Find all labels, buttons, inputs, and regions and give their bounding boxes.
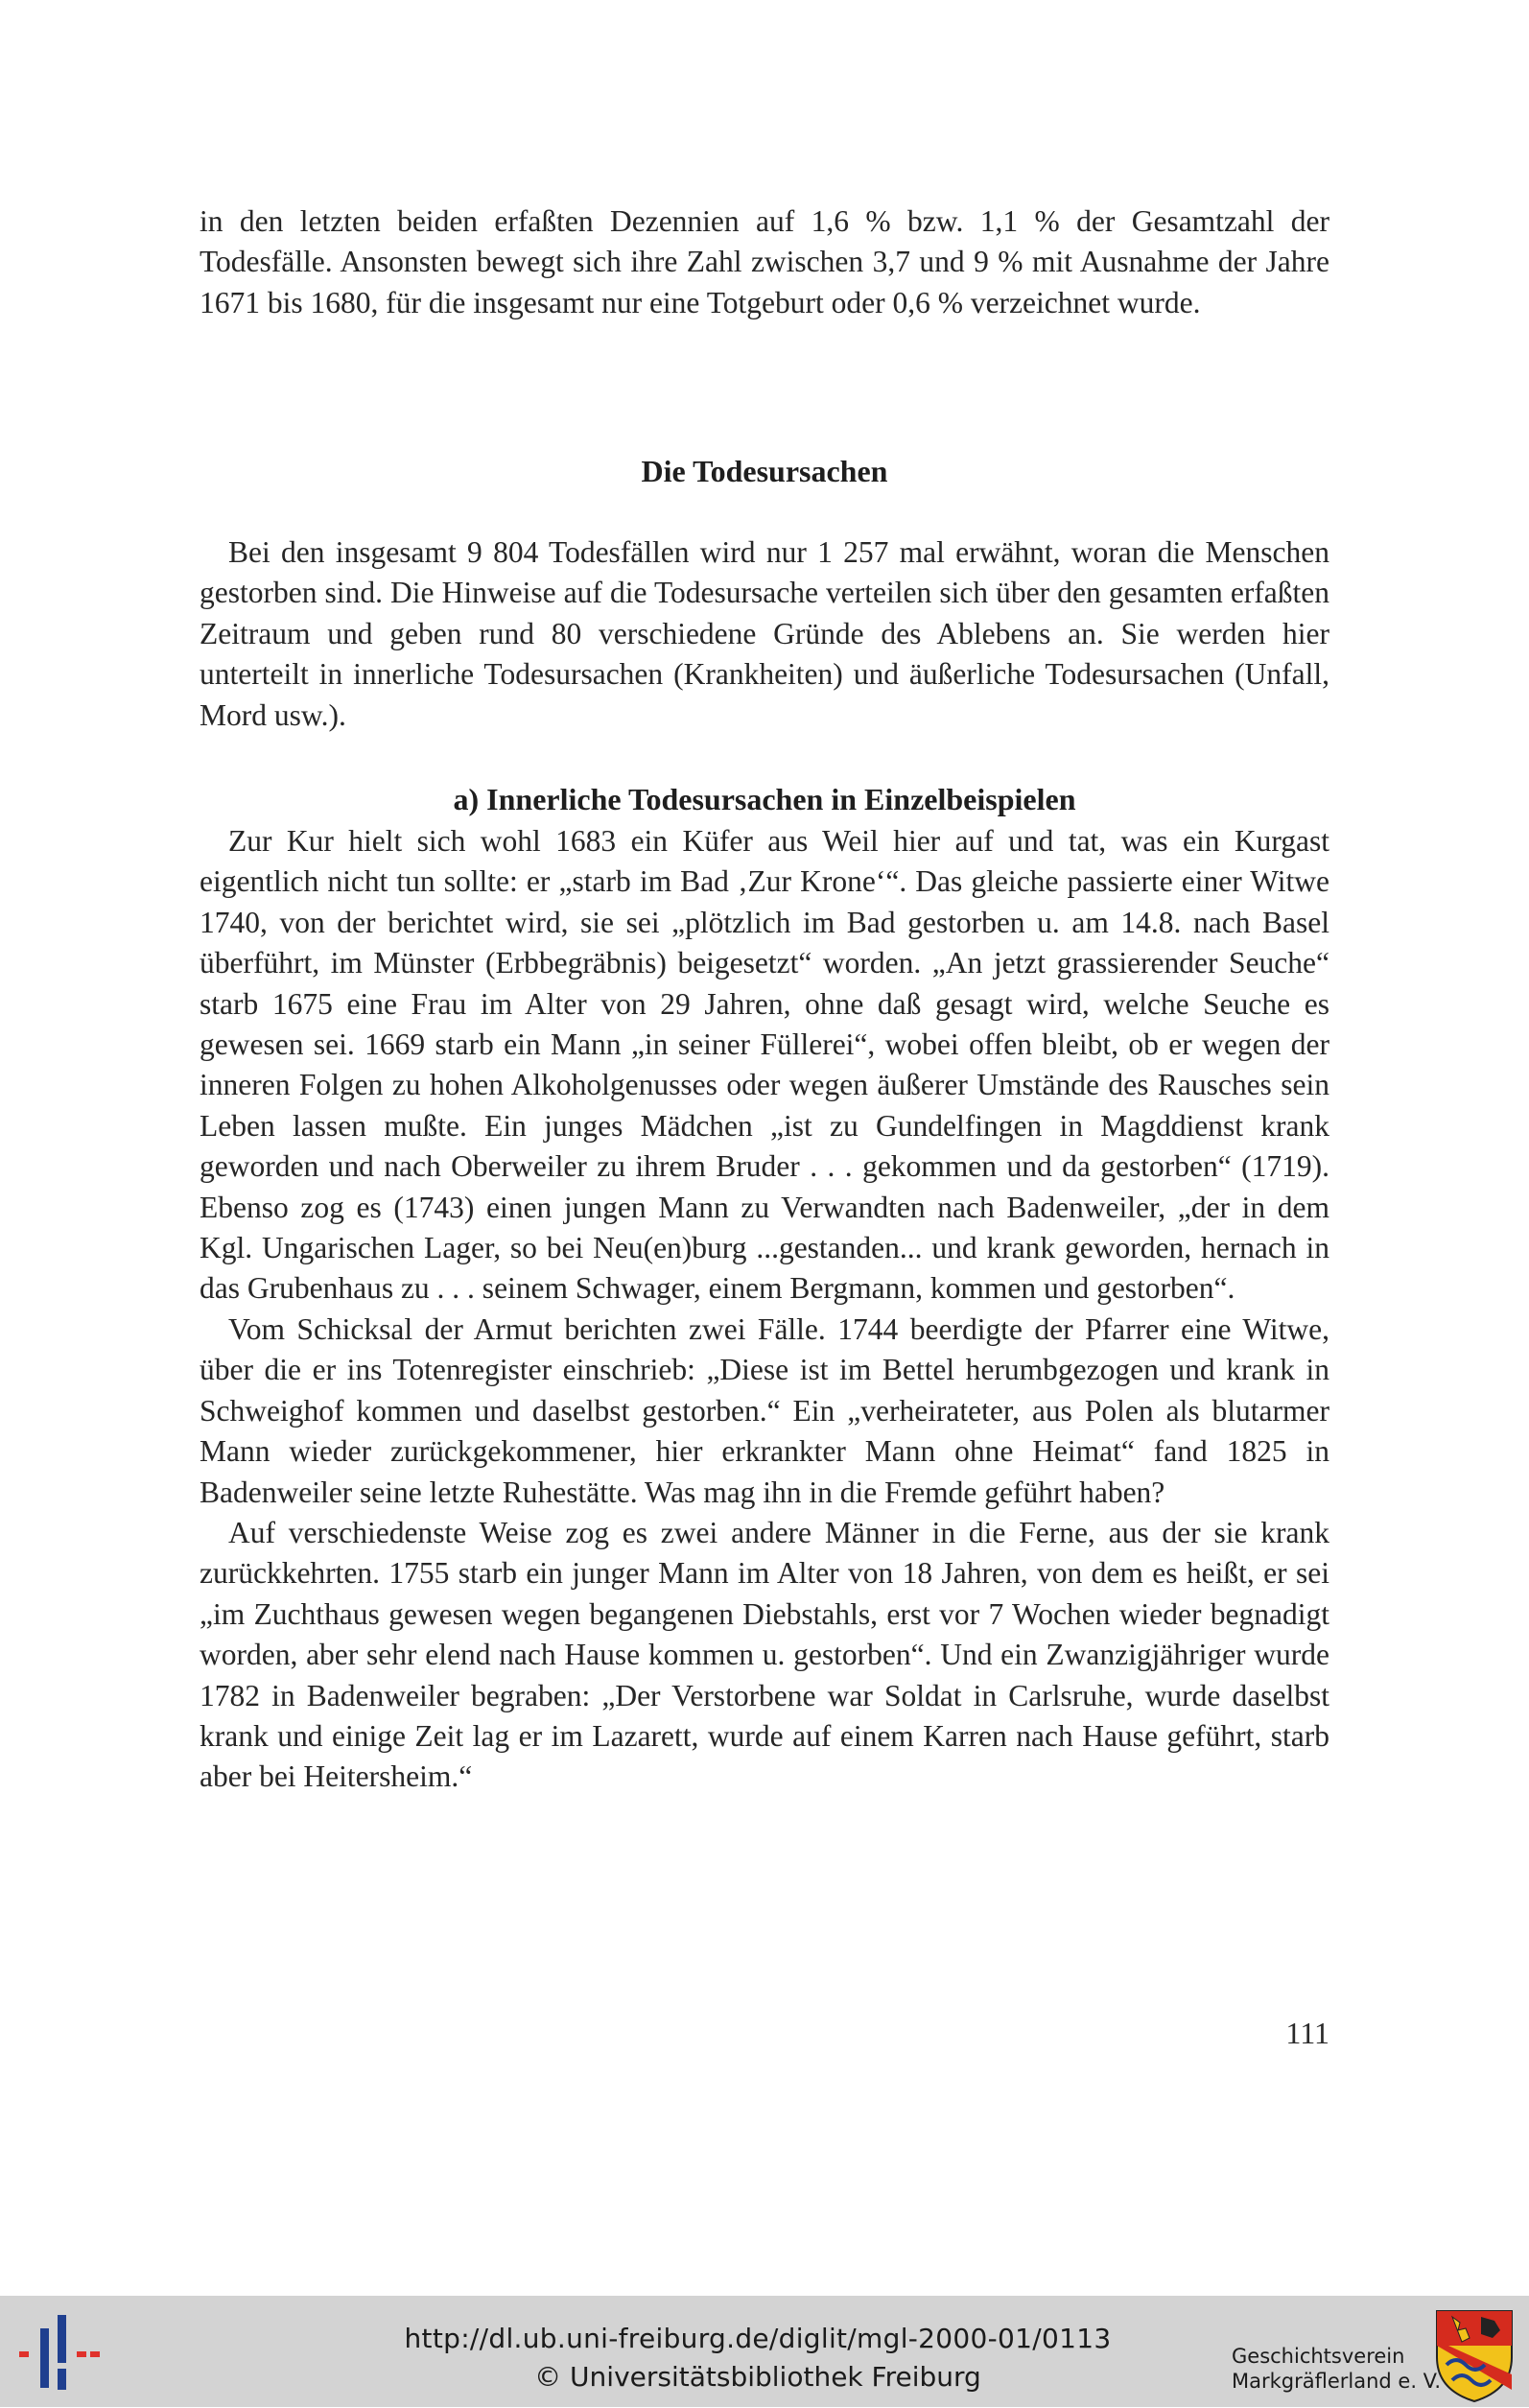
example-paragraph-2: Vom Schicksal der Armut berichten zwei Fälle. 1744 beerdigte der Pfarrer eine Witwe, über die er ins Totenregister einschrieb: „Diese ist im Bettel herumbgezogen und krank in Schweighof kommen und daselbst gestorben.“ Ein „verheirateter, aus Polen als blutarmer Mann wieder zurückgekommener, hier erkrankter Mann ohne Heimat“ fand 1825 in Badenweiler seine letzte Ruhestätte. Was mag ihn in die Fremde geführt haben? (200, 1311, 1329, 1509)
coat-of-arms-icon (1433, 2307, 1516, 2403)
footer-url-link[interactable]: http://dl.ub.uni-freiburg.de/diglit/mgl-2000-01/0113 (404, 2323, 1112, 2354)
example-paragraph-3: Auf verschiedenste Weise zog es zwei andere Männer in die Ferne, aus der sie krank zurückkehrten. 1755 starb ein junger Mann im Alter von 18 Jahren, von dem es heißt, er sei „im Zuchthaus gewesen wegen begangenen Diebstahls, erst vor 7 Wochen wieder begnadigt worden, aber sehr elend nach Hause kommen u. gestorben“. Und ein Zwanzigjähriger wurde 1782 in Badenweiler begraben: „Der Verstorbene war Soldat in Carlsruhe, wurde daselbst krank und einige Zeit lag er im Lazarett, wurde auf einem Karren nach Hause geführt, starb aber bei Heitersheim.“ (200, 1515, 1329, 1794)
causes-paragraph-block (200, 532, 1329, 736)
examples-paragraph-block (200, 821, 1329, 1798)
intro-paragraph: in den letzten beiden erfaßten Dezennien auf 1,6 % bzw. 1,1 % der Gesamtzahl der Todesfälle. Ansonsten bewegt sich ihre Zahl zwischen 3,7 und 9 % mit Ausnahme der Jahre 1671 bis 1680, für die insgesamt nur eine Totgeburt oder 0,6 % verzeichnet wurde. (200, 204, 1329, 319)
footer-bar (0, 2296, 1529, 2407)
subsection-title: a) Innerliche Todesursachen in Einzelbeispielen (453, 782, 1076, 816)
example-paragraph-1: Zur Kur hielt sich wohl 1683 ein Küfer aus Weil hier auf und tat, was ein Kurgast eigentlich nicht tun sollte: er „starb im Bad ‚Zur Krone‘“. Das gleiche passierte einer Witwe 1740, von der berichtet wird, sie sei „plötzlich im Bad gestorben u. am 14.8. nach Basel überführt, im Münster (Erbbegräbnis) beigesetzt“ worden. „An jetzt grassierender Seuche“ starb 1675 eine Frau im Alter von 29 Jahren, ohne daß gesagt wird, welche Seuche es gewesen sei. 1669 starb ein Mann „in seiner Füllerei“, wobei offen bleibt, ob er wegen der inneren Folgen zu hohen Alkoholgenusses oder wegen äußerer Umstände des Rausches sein Leben lassen mußte. Ein junges Mädchen „ist zu Gundelfingen in Magddienst krank geworden und nach Oberweiler zu ihrem Bruder . . . gekommen und da gestorben“ (1719). Ebenso zog es (1743) einen jungen Mann zu Verwandten nach Badenweiler, „der in dem Kgl. Ungarischen Lager, so bei Neu(en)burg ...gestanden... und krank geworden, hernach in das Grubenhaus zu . . . seinem Schwager, einem Bergmann, kommen und gestorben“. (200, 824, 1329, 1306)
footer-org-line-1: Geschichtsverein (1232, 2345, 1405, 2368)
ub-freiburg-logo-icon (17, 2315, 104, 2392)
intro-paragraph-block (200, 201, 1329, 323)
causes-paragraph: Bei den insgesamt 9 804 Todesfällen wird nur 1 257 mal erwähnt, woran die Menschen gestorben sind. Die Hinweise auf die Todesursache verteilen sich über den gesamten erfaßten Zeitraum und geben rund 80 verschiedene Gründe des Ablebens an. Sie werden hier unterteilt in innerliche Todesursachen (Krankheiten) und äußerliche Todesursachen (Unfall, Mord usw.). (200, 535, 1329, 732)
footer-org-line-2: Markgräflerland e. V. (1232, 2370, 1442, 2393)
page-number: 111 (1285, 2016, 1329, 2050)
footer-organization (1232, 2344, 1441, 2394)
section-title: Die Todesursachen (641, 454, 888, 488)
footer-copyright: © Universitätsbibliothek Freiburg (534, 2361, 981, 2393)
